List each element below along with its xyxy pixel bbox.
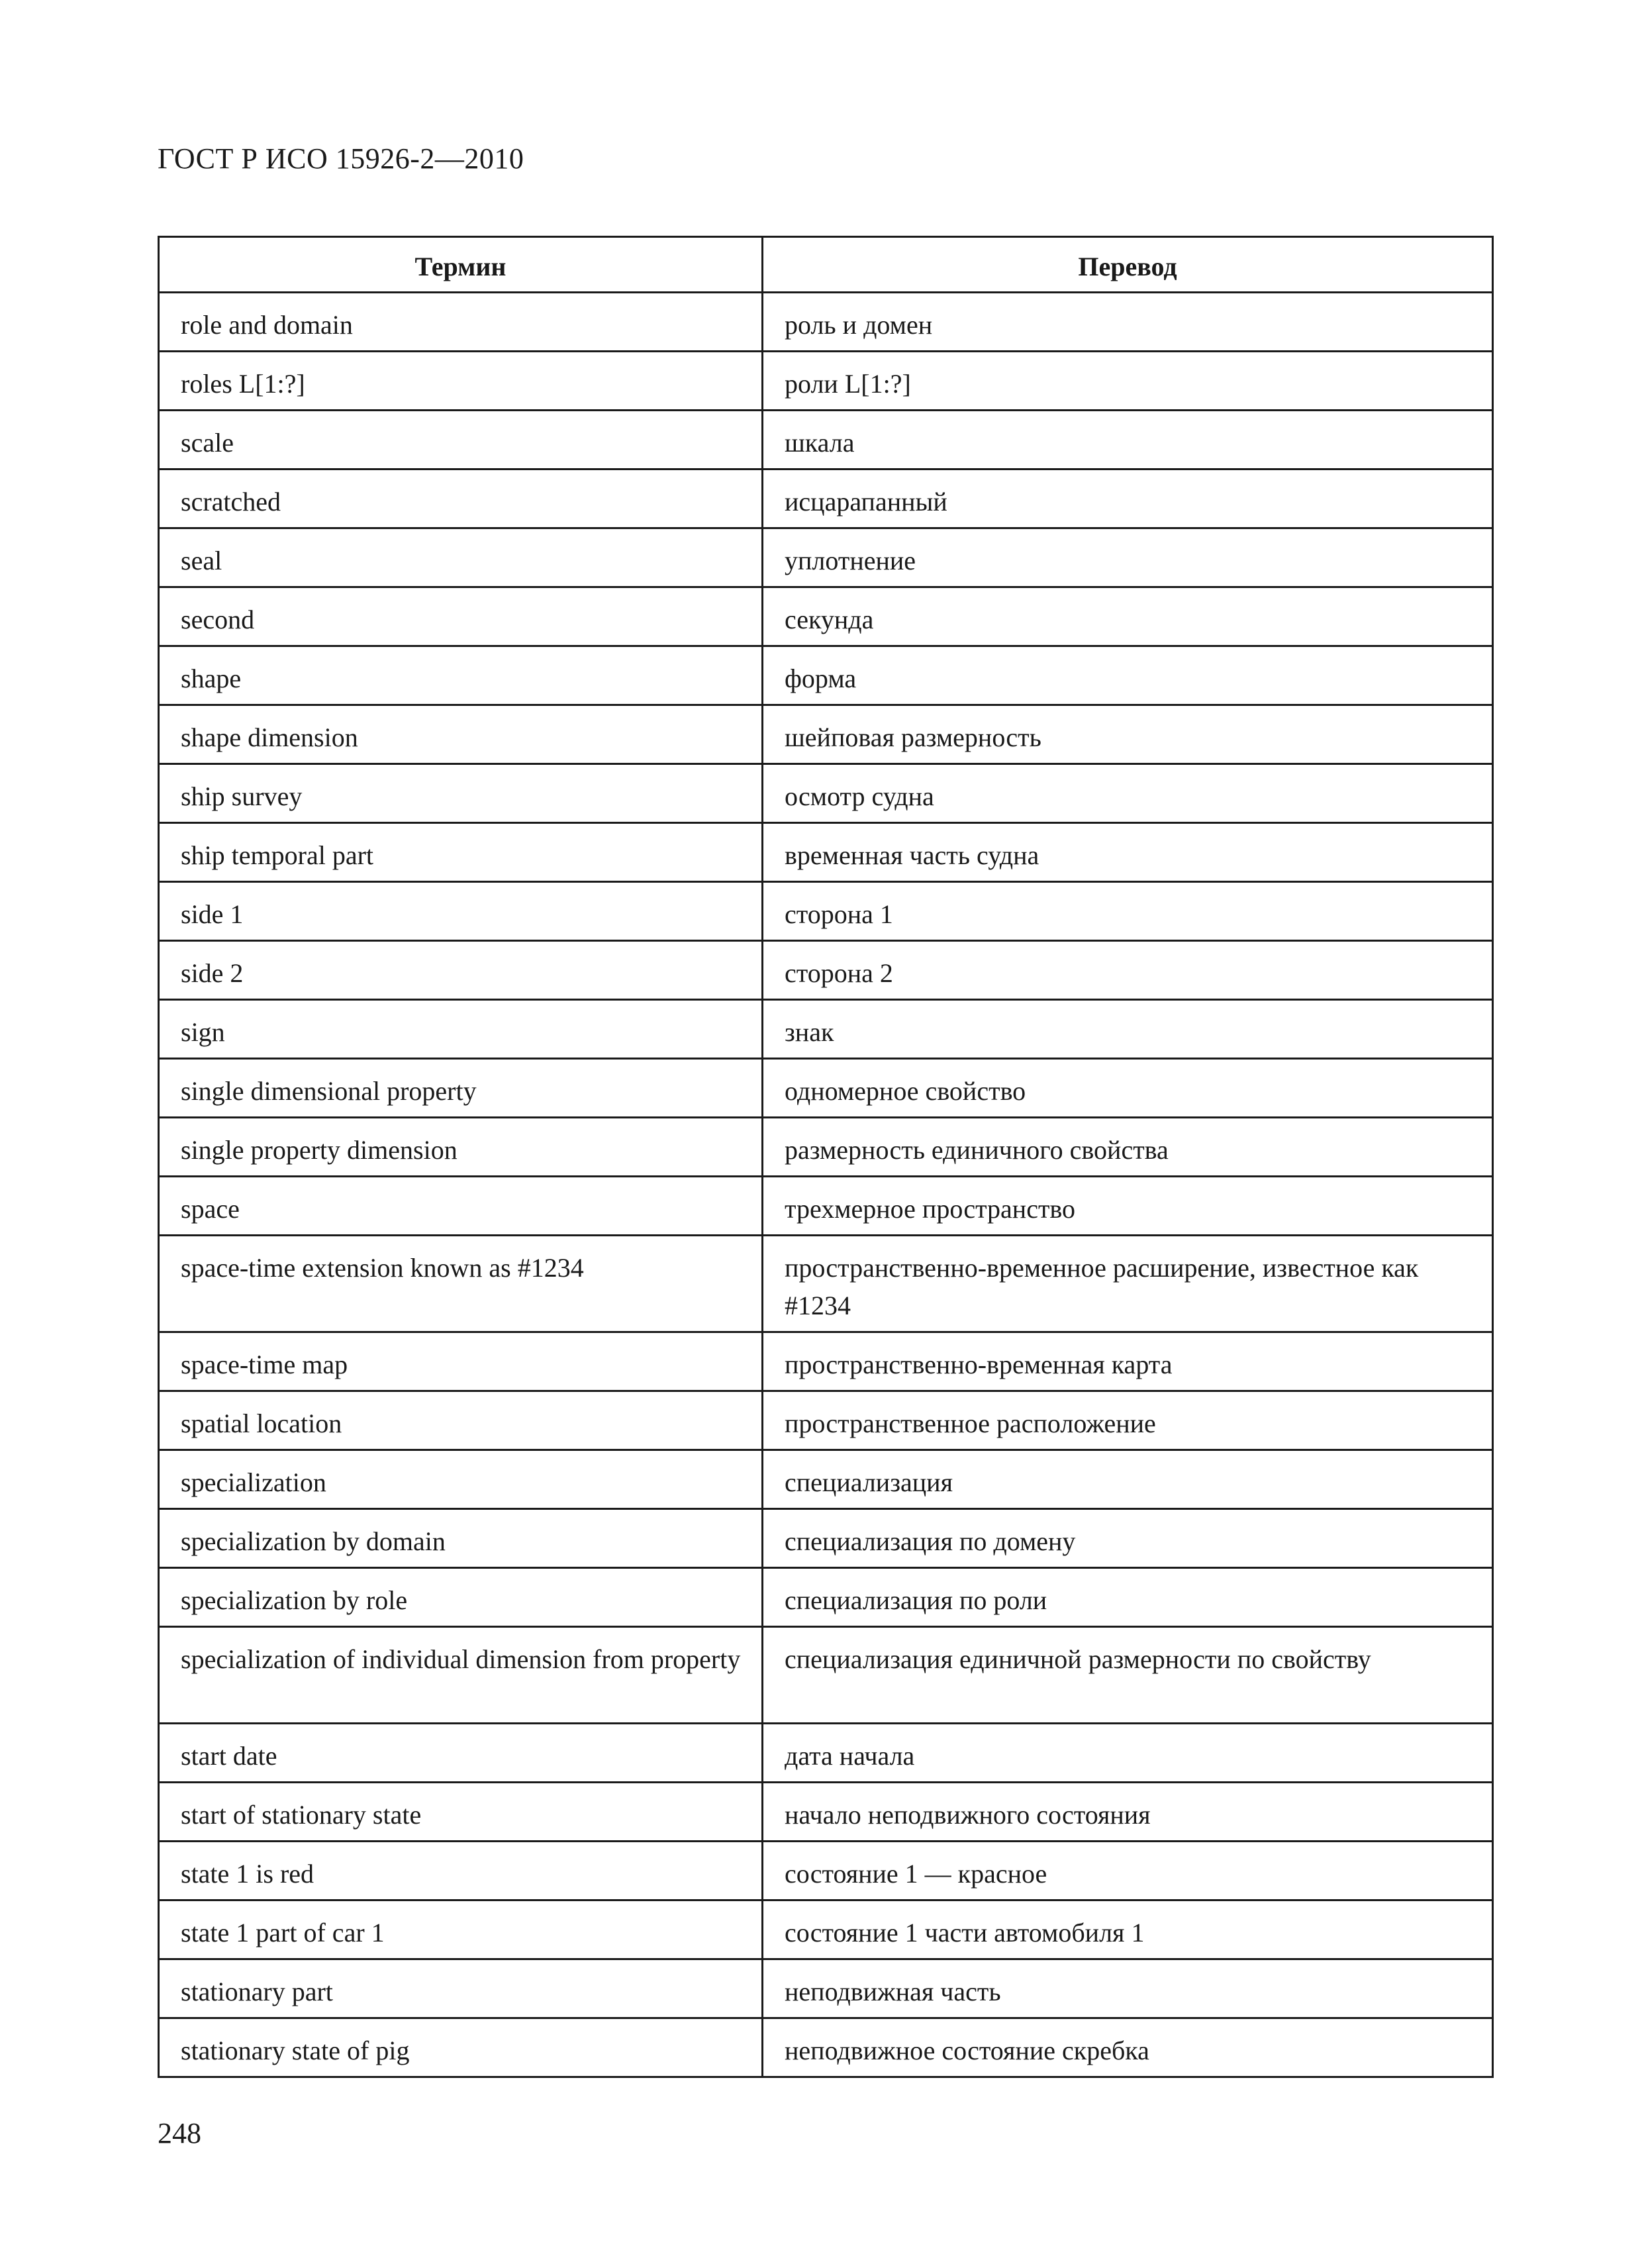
term-cell: specialization by domain [159,1509,763,1568]
table-row [159,1568,1493,1627]
translation-cell: секунда [763,587,1493,646]
table-row [159,1177,1493,1236]
term-cell: specialization [159,1450,763,1509]
table-row [159,882,1493,941]
translation-cell: одномерное свойство [763,1059,1493,1118]
table-row [159,764,1493,823]
translation-cell: специализация по роли [763,1568,1493,1627]
table-row [159,411,1493,469]
term-cell: spatial location [159,1391,763,1450]
translation-cell: неподвижная часть [763,1959,1493,2018]
translation-cell: специализация [763,1450,1493,1509]
table-row [159,823,1493,882]
translation-cell: специализация по домену [763,1509,1493,1568]
translation-cell: роли L[1:?] [763,352,1493,411]
term-cell: space-time extension known as #1234 [159,1236,763,1332]
term-cell: role and domain [159,293,763,352]
term-cell: side 1 [159,882,763,941]
term-cell: start of stationary state [159,1783,763,1842]
term-cell: state 1 part of car 1 [159,1900,763,1959]
translation-cell: шейповая размерность [763,705,1493,764]
translation-cell: состояние 1 части автомобиля 1 [763,1900,1493,1959]
column-header-translation: Перевод [763,237,1493,293]
translation-cell: осмотр судна [763,764,1493,823]
translation-cell: роль и домен [763,293,1493,352]
term-cell: second [159,587,763,646]
term-cell: scratched [159,469,763,528]
term-cell: stationary state of pig [159,2018,763,2077]
term-cell: ship temporal part [159,823,763,882]
term-cell: ship survey [159,764,763,823]
term-cell: space-time map [159,1332,763,1391]
table-row [159,352,1493,411]
table-row [159,941,1493,1000]
table-row [159,646,1493,705]
translation-cell: сторона 2 [763,941,1493,1000]
translation-cell: неподвижное состояние скребка [763,2018,1493,2077]
table-row [159,1059,1493,1118]
translation-cell: трехмерное пространство [763,1177,1493,1236]
table-row [159,2018,1493,2077]
translation-cell: состояние 1 — красное [763,1842,1493,1900]
translation-cell: шкала [763,411,1493,469]
translation-cell: исцарапанный [763,469,1493,528]
translation-cell: пространственно-временная карта [763,1332,1493,1391]
translation-cell: пространственное расположение [763,1391,1493,1450]
term-cell: space [159,1177,763,1236]
table-row [159,469,1493,528]
table-header-row [159,237,1493,293]
document-header: ГОСТ Р ИСО 15926-2—2010 [158,142,524,175]
term-cell: specialization by role [159,1568,763,1627]
table-row [159,1236,1493,1332]
term-cell: shape dimension [159,705,763,764]
table-row [159,1118,1493,1177]
term-cell: stationary part [159,1959,763,2018]
table-row [159,1000,1493,1059]
term-cell: scale [159,411,763,469]
term-cell: specialization of individual dimension from property [159,1627,763,1724]
term-cell: start date [159,1724,763,1783]
term-cell: single property dimension [159,1118,763,1177]
translation-cell: размерность единичного свойства [763,1118,1493,1177]
table-row [159,293,1493,352]
glossary-table [158,236,1494,2078]
table-row [159,1959,1493,2018]
table-row [159,1900,1493,1959]
table-row [159,528,1493,587]
table-row [159,1724,1493,1783]
term-cell: side 2 [159,941,763,1000]
translation-cell: временная часть судна [763,823,1493,882]
term-cell: seal [159,528,763,587]
table-row [159,1627,1493,1724]
translation-cell: сторона 1 [763,882,1493,941]
translation-cell: специализация единичной размерности по свойству [763,1627,1493,1724]
translation-cell: уплотнение [763,528,1493,587]
table-row [159,1450,1493,1509]
table-row [159,1509,1493,1568]
table-row [159,587,1493,646]
translation-cell: пространственно-временное расширение, известное как #1234 [763,1236,1493,1332]
term-cell: sign [159,1000,763,1059]
term-cell: state 1 is red [159,1842,763,1900]
table-row [159,1842,1493,1900]
translation-cell: начало неподвижного состояния [763,1783,1493,1842]
term-cell: shape [159,646,763,705]
column-header-term: Термин [159,237,763,293]
translation-cell: форма [763,646,1493,705]
term-cell: roles L[1:?] [159,352,763,411]
translation-cell: дата начала [763,1724,1493,1783]
term-cell: single dimensional property [159,1059,763,1118]
table-row [159,1391,1493,1450]
translation-cell: знак [763,1000,1493,1059]
table-row [159,1332,1493,1391]
table-row [159,1783,1493,1842]
table-row [159,705,1493,764]
page-number: 248 [158,2117,201,2149]
